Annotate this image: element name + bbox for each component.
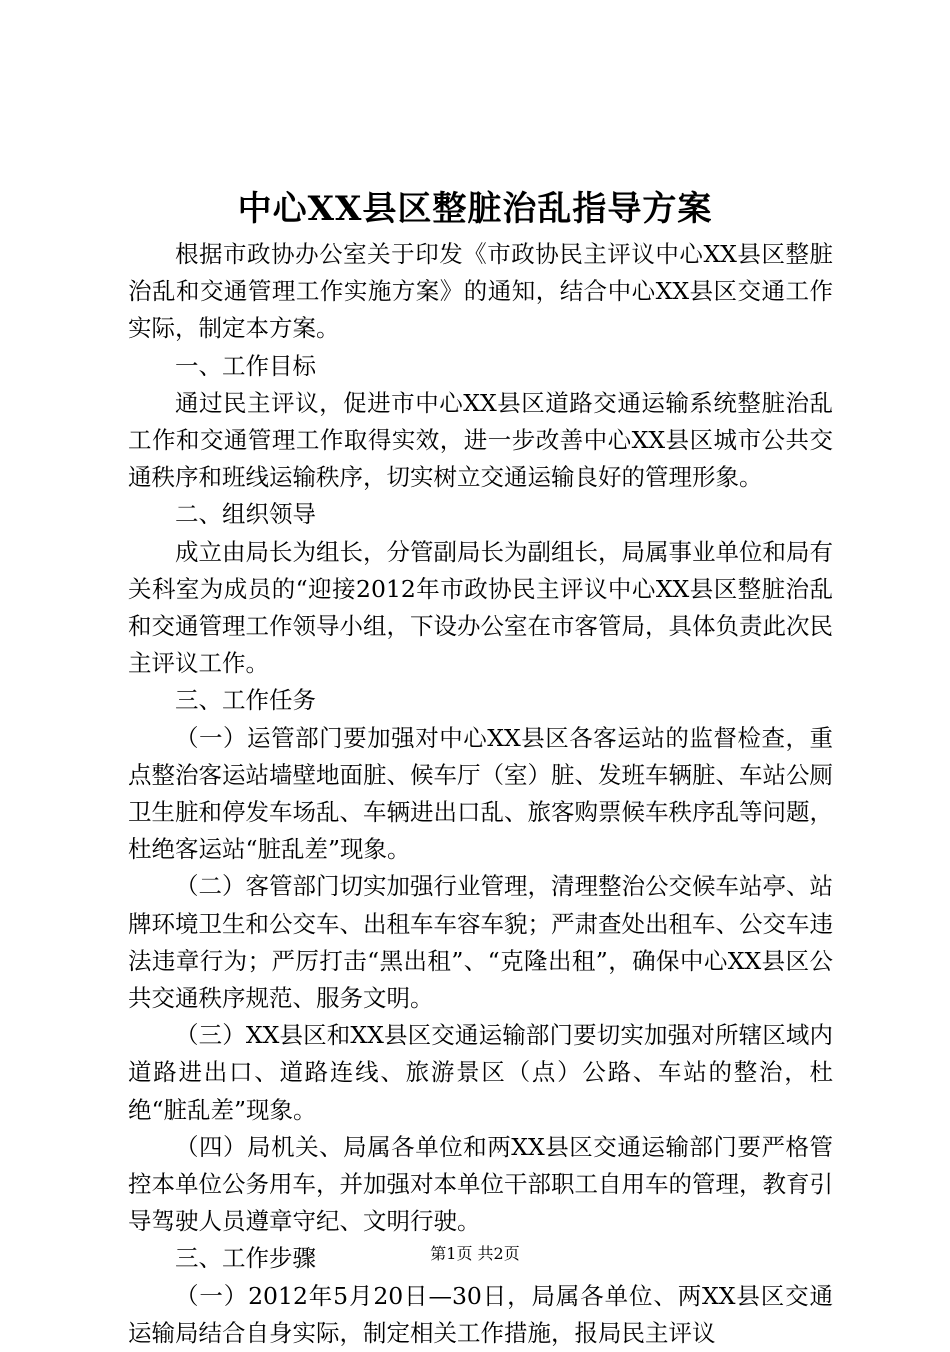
step-paragraph-1: （一）2012年5月20日—30日，局属各单位、两XX县区交通运输局结合自身实际，制定相关工作措施，报局民主评议: [128, 1281, 833, 1347]
intro-paragraph: 根据市政协办公室关于印发《市政协民主评议中心XX县区整脏治乱和交通管理工作实施方案》的通知，结合中心XX县区交通工作实际，制定本方案。: [128, 240, 833, 343]
document-body: [128, 236, 833, 1352]
section-heading-leadership: 二、组织领导: [175, 500, 316, 529]
section-heading-tasks: 三、工作任务: [175, 686, 316, 715]
task-paragraph-4: （四）局机关、局属各单位和两XX县区交通运输部门要严格管控本单位公务用车，并加强对本单位干部职工自用车的管理，教育引导驾驶人员遵章守纪、文明行驶。: [128, 1132, 833, 1236]
task-paragraph-3: （三）XX县区和XX县区交通运输部门要切实加强对所辖区域内道路进出口、道路连线、旅游景区（点）公路、车站的整治，杜绝“脏乱差”现象。: [128, 1021, 833, 1124]
leadership-paragraph: 成立由局长为组长，分管副局长为副组长，局属事业单位和局有关科室为成员的“迎接2012年市政协民主评议中心XX县区整脏治乱和交通管理工作领导小组，下设办公室在市客管局，具体负责此次民主评议工作。: [128, 537, 833, 678]
goals-paragraph: 通过民主评议，促进市中心XX县区道路交通运输系统整脏治乱工作和交通管理工作取得实效，进一步改善中心XX县区城市公共交通秩序和班线运输秩序，切实树立交通运输良好的管理形象。: [128, 388, 833, 492]
section-heading-steps: 三、工作步骤: [175, 1244, 316, 1273]
section-heading-goals: 一、工作目标: [175, 351, 316, 380]
page-footer: 第1页 共2页: [430, 1244, 520, 1263]
task-paragraph-2: （二）客管部门切实加强行业管理，清理整治公交候车站亭、站牌环境卫生和公交车、出租车车容车貌；严肃查处出租车、公交车违法违章行为；严厉打击“黑出租”、“克隆出租”，确保中心XX县区公共交通秩序规范、服务文明。: [128, 872, 833, 1013]
task-paragraph-1: （一）运管部门要加强对中心XX县区各客运站的监督检查，重点整治客运站墙壁地面脏、候车厅（室）脏、发班车辆脏、车站公厕卫生脏和停发车场乱、车辆进出口乱、旅客购票候车秩序乱等问题，杜绝客运站“脏乱差”现象。: [128, 723, 833, 864]
document-title: 中心XX县区整脏治乱指导方案: [237, 189, 713, 229]
